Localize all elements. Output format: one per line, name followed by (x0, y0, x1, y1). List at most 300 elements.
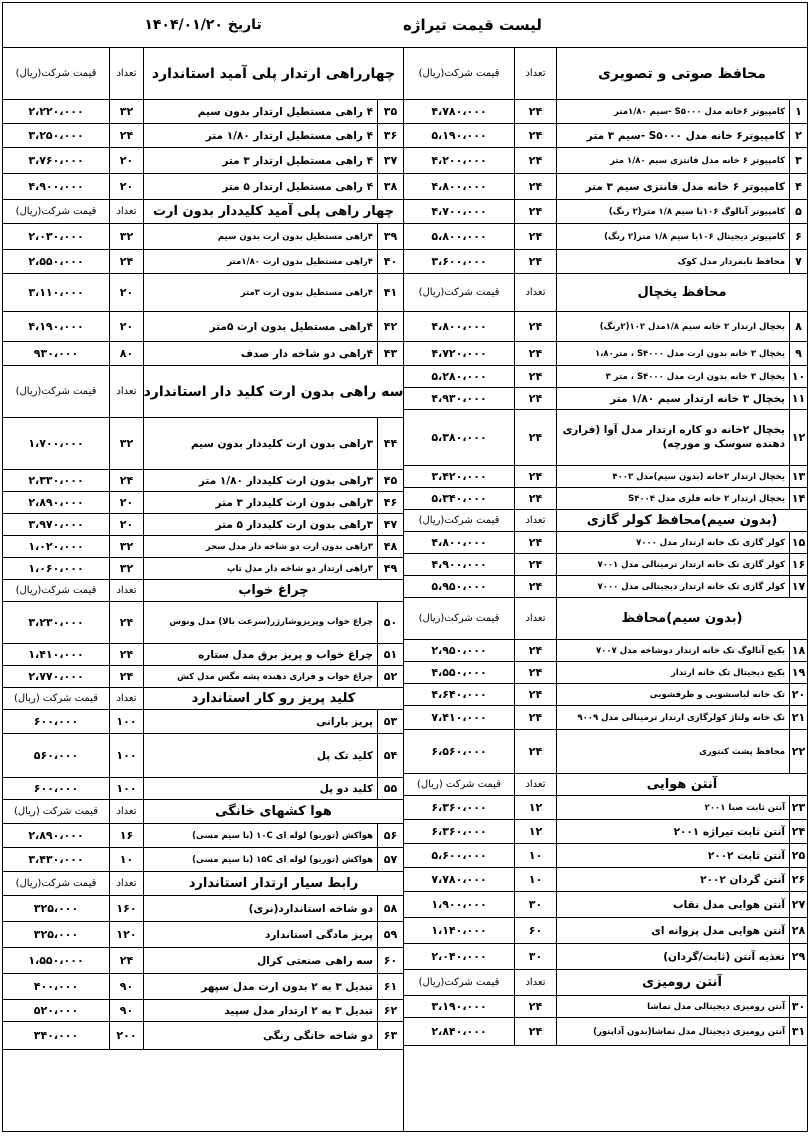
product-name: دو شاخه استاندارد(نری) (143, 896, 377, 921)
product-price: ۳،۶۰۰،۰۰۰ (431, 255, 487, 268)
product-name: آنتن گردان ۲۰۰۲ (556, 868, 789, 891)
product-price: ۴،۹۳۰،۰۰۰ (431, 392, 487, 405)
product-name: یخچال ارتدار ۲ خانه سیم ۱/۸مدل ۱۰۲(۲رنگ) (556, 312, 789, 341)
product-name: یخچال ۳ خانه بدون ارت مدل S۴۰۰۰ ، متر۱،۸۰ (556, 342, 789, 365)
section-header-row (3, 366, 403, 418)
product-price: ۵،۹۵۰،۰۰۰ (431, 580, 487, 593)
product-qty: ۲۴ (109, 948, 143, 973)
product-name: آنتن ثابت ۲۰۰۲ (556, 844, 789, 867)
product-price: ۶،۳۶۰،۰۰۰ (431, 801, 487, 814)
row-number: ۶۰ (377, 948, 403, 973)
product-name: یخچال ۳ خانه بدون ارت مدل S۴۰۰۰ ، متر ۳ (556, 366, 789, 387)
product-row (3, 734, 403, 778)
product-row (3, 824, 403, 848)
product-name: ۳راهی بدون ارت کلیددار ۱/۸۰ متر (143, 470, 377, 491)
row-number: ۱۴ (789, 488, 807, 509)
product-name: هواکش (توربو) لوله ای ۱۵C (با سیم مسی) (143, 848, 377, 871)
product-row (404, 868, 807, 892)
product-name: پریز بارانی (143, 710, 377, 733)
product-price: ۱،۵۵۰،۰۰۰ (28, 954, 84, 967)
product-row (404, 640, 807, 662)
product-price: ۳،۷۶۰،۰۰۰ (28, 154, 84, 167)
product-qty: ۱۰۰ (109, 710, 143, 733)
product-qty: ۲۴ (109, 602, 143, 643)
product-name: تغذیه آنتن (ثابت/گردان) (556, 944, 789, 969)
product-price: ۱،۷۰۰،۰۰۰ (28, 437, 84, 450)
product-price: ۴،۸۰۰،۰۰۰ (431, 320, 487, 333)
section-header-row (404, 598, 807, 640)
product-row (404, 148, 807, 174)
product-qty: ۳۰ (514, 892, 556, 917)
product-row (404, 706, 807, 730)
price-column-label: قیمت شرکت(ریال) (15, 878, 97, 889)
product-name: ۳راهی بدون ارت کلیددار ۳ متر (143, 492, 377, 513)
product-qty: ۱۶۰ (109, 896, 143, 921)
section-title: (بدون سیم)محافظ (556, 598, 807, 639)
price-column-label: قیمت شرکت(ریال) (15, 68, 97, 79)
right-price-column (404, 48, 807, 1132)
product-name: دو شاخه خانگی رنگی (143, 1022, 377, 1049)
product-qty: ۳۲ (109, 224, 143, 249)
product-row (3, 948, 403, 974)
product-price: ۴،۸۰۰،۰۰۰ (431, 536, 487, 549)
product-qty: ۸۰ (109, 342, 143, 365)
row-number: ۵۲ (377, 666, 403, 687)
product-row (404, 662, 807, 684)
product-name: ۳راهی بدون ارت کلیددار ۵ متر (143, 514, 377, 535)
product-price: ۵۶۰،۰۰۰ (33, 749, 79, 762)
product-name: ۳راهی ارتدار دو شاخه دار مدل تاپ (143, 558, 377, 579)
product-name: چراغ خواب و پریز برق مدل ستاره (143, 644, 377, 665)
product-row (404, 466, 807, 488)
row-number: ۵۶ (377, 824, 403, 847)
product-price: ۱،۹۰۰،۰۰۰ (431, 898, 487, 911)
product-row (3, 848, 403, 872)
product-row (404, 554, 807, 576)
product-row (3, 342, 403, 366)
product-name: محافظ پشت کنتوری (556, 730, 789, 773)
product-name: تبدیل ۳ به ۲ بدون ارت مدل سپهر (143, 974, 377, 999)
product-row (3, 100, 403, 124)
product-name: کامپیوتر ۶ خانه مدل فانتزی سیم ۱/۸۰ متر (556, 148, 789, 173)
product-price: ۴،۹۰۰،۰۰۰ (431, 558, 487, 571)
product-name: ۴ راهی مستطیل ارتدار ۳ متر (143, 148, 377, 173)
product-qty: ۳۲ (109, 418, 143, 469)
price-list-date: تاریخ ۱۴۰۴/۰۱/۲۰ (144, 17, 262, 33)
row-number: ۱۰ (789, 366, 807, 387)
row-number: ۵۳ (377, 710, 403, 733)
product-price: ۴،۷۰۰،۰۰۰ (431, 205, 487, 218)
product-qty: ۲۰ (109, 174, 143, 199)
product-name: کامپیوتر آنالوگ ۱۰۶با سیم ۱/۸ متر(۲ رنگ) (556, 200, 789, 223)
sheet-header (3, 3, 807, 48)
row-number: ۴۲ (377, 312, 403, 341)
product-qty: ۲۴ (109, 124, 143, 147)
row-number: ۴۱ (377, 274, 403, 311)
product-price: ۶۰۰،۰۰۰ (33, 782, 79, 795)
product-name: آنتن هوایی مدل نقاب (556, 892, 789, 917)
section-header-row (3, 872, 403, 896)
row-number: ۵۰ (377, 602, 403, 643)
product-name: ۴ راهی مستطیل ارتدار ۵ متر (143, 174, 377, 199)
product-price: ۳،۹۷۰،۰۰۰ (28, 518, 84, 531)
product-qty: ۲۴ (109, 644, 143, 665)
product-name: کامپیوتر دیجیتال ۱۰۶با سیم ۱/۸ متر(۲ رنگ) (556, 224, 789, 249)
product-price: ۲،۹۵۰،۰۰۰ (431, 644, 487, 657)
row-number: ۸ (789, 312, 807, 341)
product-qty: ۱۰۰ (109, 734, 143, 777)
product-row (3, 666, 403, 688)
product-price: ۲،۳۳۰،۰۰۰ (28, 474, 84, 487)
row-number: ۱۸ (789, 640, 807, 661)
row-number: ۲۷ (789, 892, 807, 917)
product-qty: ۲۰ (109, 148, 143, 173)
product-row (404, 174, 807, 200)
section-header-row (404, 970, 807, 996)
price-column-label: قیمت شرکت(ریال) (418, 613, 500, 624)
product-qty: ۲۴ (109, 666, 143, 687)
product-name: آنتن رومیزی دیجیتال مدل تماشا(بدون آداپتور) (556, 1018, 789, 1045)
product-price: ۲،۲۲۰،۰۰۰ (28, 105, 84, 118)
product-qty: ۲۴ (514, 342, 556, 365)
row-number: ۴۶ (377, 492, 403, 513)
product-name: آنتن هوایی مدل پروانه ای (556, 918, 789, 943)
product-row (3, 274, 403, 312)
price-column-label: قیمت شرکت(ریال) (418, 515, 500, 526)
price-column-label: قیمت شرکت (ریال) (14, 806, 98, 817)
product-qty: ۲۴ (514, 388, 556, 409)
row-number: ۳۷ (377, 148, 403, 173)
product-qty: ۲۰ (109, 312, 143, 341)
section-header-row (3, 688, 403, 710)
product-row (3, 1022, 403, 1050)
product-name: آنتن ثابت تیراژه ۲۰۰۱ (556, 820, 789, 843)
product-name: محافظ نابمردار مدل کوک (556, 250, 789, 273)
row-number: ۳۸ (377, 174, 403, 199)
product-row (3, 470, 403, 492)
row-number: ۶۱ (377, 974, 403, 999)
product-row (404, 100, 807, 124)
price-column-label: قیمت شرکت (ریال) (14, 693, 98, 704)
qty-column-label: تعداد (109, 688, 143, 709)
product-price: ۶۰۰،۰۰۰ (33, 715, 79, 728)
product-name: یکیج آنالوگ تک خانه ارتدار دوشاخه مدل ۷۰۰۷ (556, 640, 789, 661)
product-row (3, 250, 403, 274)
product-row (404, 342, 807, 366)
product-name: کلید تک پل (143, 734, 377, 777)
product-price: ۴،۷۸۰،۰۰۰ (431, 105, 487, 118)
product-price: ۳،۲۳۰،۰۰۰ (28, 616, 84, 629)
product-price: ۱،۰۶۰،۰۰۰ (28, 562, 84, 575)
section-title: رابط سیار ارتدار استاندارد (143, 872, 403, 895)
row-number: ۲۴ (789, 820, 807, 843)
product-price: ۳،۴۳۰،۰۰۰ (28, 853, 84, 866)
row-number: ۴ (789, 174, 807, 199)
qty-column-label: تعداد (109, 200, 143, 223)
product-qty: ۲۴ (514, 996, 556, 1017)
row-number: ۱۳ (789, 466, 807, 487)
row-number: ۷ (789, 250, 807, 273)
product-price: ۷،۷۸۰،۰۰۰ (431, 873, 487, 886)
product-qty: ۱۲۰ (109, 922, 143, 947)
product-price: ۲،۷۷۰،۰۰۰ (28, 670, 84, 683)
section-header-row (3, 48, 403, 100)
product-qty: ۲۴ (109, 470, 143, 491)
product-qty: ۲۴ (514, 366, 556, 387)
product-price: ۹۳۰،۰۰۰ (33, 347, 79, 360)
product-qty: ۲۴ (514, 174, 556, 199)
product-name: کامپیوتر۶ خانه مدل S۵۰۰۰ -سیم ۳ متر (556, 124, 789, 147)
product-name: ۴راهی مستطیل بدون ارت ۱/۸۰متر (143, 250, 377, 273)
product-price: ۱،۱۴۰،۰۰۰ (431, 924, 487, 937)
price-column-label: قیمت شرکت (ریال) (417, 779, 501, 790)
product-name: تک خانه لباسشویی و ظرفشویی (556, 684, 789, 705)
product-row (3, 312, 403, 342)
product-qty: ۲۴ (514, 224, 556, 249)
product-price: ۴،۶۴۰،۰۰۰ (431, 688, 487, 701)
price-column-label: قیمت شرکت(ریال) (15, 585, 97, 596)
product-name: ۴ راهی مستطیل ارتدار بدون سیم (143, 100, 377, 123)
section-title: هوا کشهای خانگی (143, 800, 403, 823)
price-column-label: قیمت شرکت(ریال) (418, 977, 500, 988)
product-row (404, 844, 807, 868)
product-qty: ۲۰ (109, 274, 143, 311)
section-header-row (404, 48, 807, 100)
product-price: ۳،۱۱۰،۰۰۰ (28, 286, 84, 299)
section-title: آنتن هوایی (556, 774, 807, 795)
row-number: ۱ (789, 100, 807, 123)
product-price: ۲،۰۴۰،۰۰۰ (431, 950, 487, 963)
product-qty: ۲۴ (514, 662, 556, 683)
product-row (3, 896, 403, 922)
product-qty: ۲۴ (514, 410, 556, 465)
product-qty: ۱۲ (514, 796, 556, 819)
product-row (3, 418, 403, 470)
qty-column-label: تعداد (514, 598, 556, 639)
product-price: ۳،۴۲۰،۰۰۰ (431, 470, 487, 483)
product-price: ۲،۵۵۰،۰۰۰ (28, 255, 84, 268)
product-row (3, 492, 403, 514)
row-number: ۳۵ (377, 100, 403, 123)
product-price: ۴،۱۹۰،۰۰۰ (28, 320, 84, 333)
row-number: ۱۶ (789, 554, 807, 575)
product-qty: ۲۴ (514, 200, 556, 223)
product-price: ۱،۰۲۰،۰۰۰ (28, 540, 84, 553)
product-name: تک خانه ولتاژ کولرگازی ارتدار ترمینالی مدل ۹۰۰۹ (556, 706, 789, 729)
product-name: کولر گازی تک خانه ارتدار مدل ۷۰۰۰ (556, 532, 789, 553)
product-row (3, 558, 403, 580)
product-qty: ۱۲ (514, 820, 556, 843)
product-name: آنتن رومیزی دیجیتالی مدل تماشا (556, 996, 789, 1017)
product-name: چراغ خواب و فراری دهنده پشه مگس مدل کش (143, 666, 377, 687)
row-number: ۱۷ (789, 576, 807, 597)
product-row (404, 892, 807, 918)
qty-column-label: تعداد (109, 872, 143, 895)
product-price: ۳،۱۹۰،۰۰۰ (431, 1000, 487, 1013)
qty-column-label: تعداد (514, 274, 556, 311)
section-title: چهار راهی پلی آمید کلیددار بدون ارت (143, 200, 403, 223)
product-row (404, 996, 807, 1018)
product-name: ۳راهی بدون ارت دو شاخه دار مدل سحر (143, 536, 377, 557)
product-qty: ۲۴ (514, 488, 556, 509)
product-row (404, 532, 807, 554)
product-name: تبدیل ۳ به ۲ ارتدار مدل سپید (143, 1000, 377, 1021)
product-row (3, 174, 403, 200)
row-number: ۶۳ (377, 1022, 403, 1049)
product-price: ۵،۱۹۰،۰۰۰ (431, 129, 487, 142)
product-name: پریز مادگی استاندارد (143, 922, 377, 947)
product-row (404, 366, 807, 388)
product-price: ۲،۸۹۰،۰۰۰ (28, 829, 84, 842)
product-name: کامپیوتر ۶خانه مدل S۵۰۰۰ -سیم ۱/۸۰متر (556, 100, 789, 123)
product-qty: ۱۰۰ (109, 778, 143, 799)
product-name: آنتن ثابت صبا ۲۰۰۱ (556, 796, 789, 819)
qty-column-label: تعداد (514, 970, 556, 995)
row-number: ۲۰ (789, 684, 807, 705)
product-price: ۶،۳۶۰،۰۰۰ (431, 825, 487, 838)
product-row (404, 250, 807, 274)
row-number: ۱۹ (789, 662, 807, 683)
row-number: ۹ (789, 342, 807, 365)
product-qty: ۳۲ (109, 100, 143, 123)
price-list-title: لیست قیمت تیراژه (403, 16, 542, 34)
product-row (3, 644, 403, 666)
qty-column-label: تعداد (514, 48, 556, 99)
product-price: ۶،۵۶۰،۰۰۰ (431, 745, 487, 758)
product-price: ۵۲۰،۰۰۰ (33, 1004, 79, 1017)
section-title: کلید پریز رو کار استاندارد (143, 688, 403, 709)
product-price: ۷،۴۱۰،۰۰۰ (431, 711, 487, 724)
product-row (404, 944, 807, 970)
product-qty: ۶۰ (514, 918, 556, 943)
qty-column-label: تعداد (109, 800, 143, 823)
product-qty: ۲۴ (514, 730, 556, 773)
row-number: ۲۸ (789, 918, 807, 943)
product-qty: ۲۴ (514, 684, 556, 705)
price-column-label: قیمت شرکت(ریال) (15, 386, 97, 397)
product-price: ۵،۸۰۰،۰۰۰ (431, 230, 487, 243)
row-number: ۳۱ (789, 1018, 807, 1045)
row-number: ۵۸ (377, 896, 403, 921)
row-number: ۵۴ (377, 734, 403, 777)
product-name: چراغ خواب وپریزوشارژر(سرعت بالا) مدل ونوس (143, 602, 377, 643)
product-row (404, 820, 807, 844)
product-row (3, 148, 403, 174)
product-qty: ۲۴ (109, 250, 143, 273)
product-name: کامپیوتر ۶ خانه مدل فانتزی سیم ۳ متر (556, 174, 789, 199)
product-price: ۴۰۰،۰۰۰ (33, 980, 79, 993)
row-number: ۶ (789, 224, 807, 249)
row-number: ۲۱ (789, 706, 807, 729)
product-row (3, 536, 403, 558)
product-price: ۲،۰۳۰،۰۰۰ (28, 230, 84, 243)
product-name: ۴راهی مستطیل بدون ارت ۳متر (143, 274, 377, 311)
product-row (3, 974, 403, 1000)
row-number: ۱۲ (789, 410, 807, 465)
product-price: ۳۲۵،۰۰۰ (33, 928, 79, 941)
product-name: هواکش (توربو) لوله ای ۱۰C (با سیم مسی) (143, 824, 377, 847)
product-row (404, 410, 807, 466)
section-title: محافظ صوتی و تصویری (556, 48, 807, 99)
qty-column-label: تعداد (109, 366, 143, 417)
product-row (404, 1018, 807, 1046)
product-row (3, 710, 403, 734)
product-price: ۲،۸۹۰،۰۰۰ (28, 496, 84, 509)
price-columns (3, 48, 807, 1132)
product-row (404, 224, 807, 250)
qty-column-label: تعداد (514, 774, 556, 795)
qty-column-label: تعداد (109, 580, 143, 601)
section-header-row (3, 800, 403, 824)
product-price: ۴،۸۰۰،۰۰۰ (431, 180, 487, 193)
product-name: یکیج دیجیتال تک خانه ارتدار (556, 662, 789, 683)
product-name: یخچال ارتدار ۲خانه (بدون سیم)مدل ۴۰۰۳ (556, 466, 789, 487)
section-header-row (404, 774, 807, 796)
row-number: ۲۳ (789, 796, 807, 819)
section-header-row (404, 274, 807, 312)
product-row (404, 488, 807, 510)
row-number: ۶۲ (377, 1000, 403, 1021)
product-qty: ۲۴ (514, 1018, 556, 1045)
section-title: محافظ یخچال (556, 274, 807, 311)
row-number: ۵۷ (377, 848, 403, 871)
row-number: ۴۴ (377, 418, 403, 469)
product-qty: ۹۰ (109, 1000, 143, 1021)
price-column-label: قیمت شرکت(ریال) (15, 206, 97, 217)
product-row (3, 514, 403, 536)
product-row (3, 224, 403, 250)
row-number: ۱۱ (789, 388, 807, 409)
product-qty: ۲۴ (514, 250, 556, 273)
section-header-row (3, 580, 403, 602)
product-name: کلید دو پل (143, 778, 377, 799)
product-qty: ۱۶ (109, 824, 143, 847)
product-qty: ۱۰ (109, 848, 143, 871)
product-name: سه راهی صنعتی کرال (143, 948, 377, 973)
row-number: ۴۳ (377, 342, 403, 365)
product-name: یخچال ۲خانه دو کاره ارتدار مدل آوا (فراری دهنده سوسک و مورچه) (556, 410, 789, 465)
price-column-label: قیمت شرکت(ریال) (418, 68, 500, 79)
row-number: ۲۲ (789, 730, 807, 773)
section-header-row (3, 200, 403, 224)
product-price: ۱،۴۱۰،۰۰۰ (28, 648, 84, 661)
product-row (3, 922, 403, 948)
qty-column-label: تعداد (109, 48, 143, 99)
product-name: ۴راهی مستطیل بدون ارت ۵متر (143, 312, 377, 341)
section-title: چهارراهی ارتدار پلی آمید استاندارد (143, 48, 403, 99)
qty-column-label: تعداد (514, 510, 556, 531)
row-number: ۵۹ (377, 922, 403, 947)
product-price: ۵،۳۸۰،۰۰۰ (431, 431, 487, 444)
product-price: ۲،۸۴۰،۰۰۰ (431, 1025, 487, 1038)
product-price: ۵،۳۴۰،۰۰۰ (431, 492, 487, 505)
product-price: ۵،۲۸۰،۰۰۰ (431, 370, 487, 383)
product-name: یخچال ارتدار ۲ خانه فلزی مدل S۴۰۰۴ (556, 488, 789, 509)
product-row (404, 200, 807, 224)
product-row (3, 124, 403, 148)
row-number: ۱۵ (789, 532, 807, 553)
product-name: ۴راهی مستطیل بدون ارت بدون سیم (143, 224, 377, 249)
price-column-label: قیمت شرکت(ریال) (418, 287, 500, 298)
section-title: (بدون سیم)محافظ کولر گازی (556, 510, 807, 531)
product-qty: ۱۰ (514, 844, 556, 867)
row-number: ۵ (789, 200, 807, 223)
product-name: ۴ راهی مستطیل ارتدار ۱/۸۰ متر (143, 124, 377, 147)
product-price: ۳۴۰،۰۰۰ (33, 1029, 79, 1042)
product-price: ۴،۹۰۰،۰۰۰ (28, 180, 84, 193)
product-row (3, 778, 403, 800)
section-header-row (404, 510, 807, 532)
